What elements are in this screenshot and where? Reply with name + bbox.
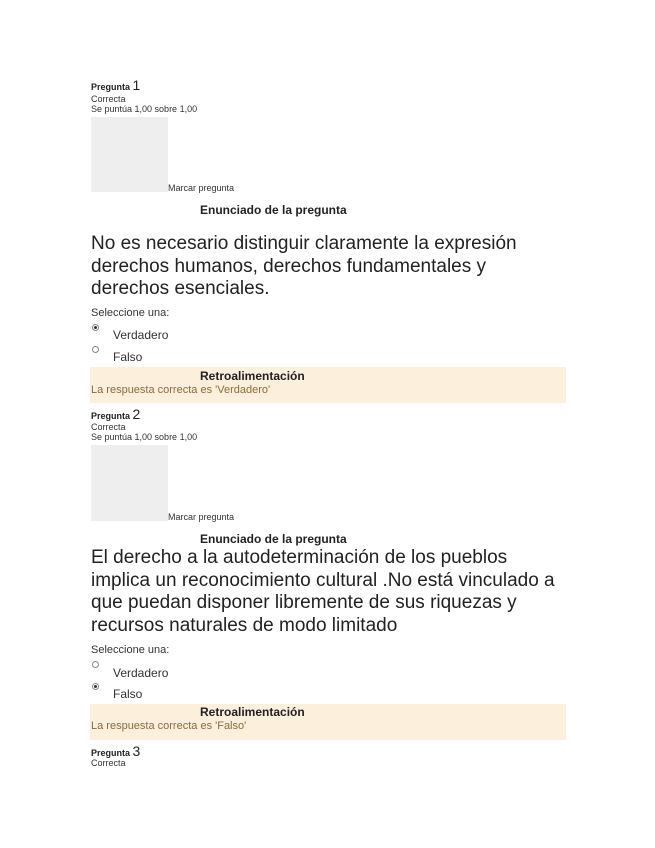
question-2-option-false-radio[interactable] [92,683,99,690]
question-1-feedback-heading: Retroalimentación [200,369,305,383]
question-1-info-box [91,117,168,192]
question-2-feedback-panel [90,704,566,740]
question-2-text-line: El derecho a la autodeterminación de los pueblos [91,547,508,568]
question-1-feedback-panel [90,367,566,403]
question-2-option-true-radio[interactable] [92,661,99,668]
question-1-feedback-text: La respuesta correcta es 'Verdadero' [91,384,271,396]
question-1-option-true-label[interactable]: Verdadero [113,328,169,342]
question-1-text-line: No es necesario distinguir claramente la expresión [91,233,517,254]
question-1-score: Se puntúa 1,00 sobre 1,00 [91,104,198,114]
question-2-text-line: recursos naturales de modo limitado [91,614,398,636]
question-2-option-true-label[interactable]: Verdadero [113,666,169,680]
question-2-status: Correcta [91,422,126,432]
question-2-feedback-text: La respuesta correcta es 'Falso' [91,720,247,732]
question-1-status: Correcta [91,94,126,104]
question-1-statement-heading: Enunciado de la pregunta [200,203,347,217]
question-2-score: Se puntúa 1,00 sobre 1,00 [91,432,198,442]
question-3-status: Correcta [91,758,126,768]
question-2-select-prompt: Seleccione una: [91,644,170,656]
question-2-text-line: implica un reconocimiento cultural .No está vinculado a [91,569,555,591]
question-1-text-line: derechos humanos, derechos fundamentales y [91,255,487,277]
question-1-flag-link[interactable]: Marcar pregunta [168,183,235,193]
question-1-option-true-radio[interactable] [92,324,99,331]
question-2-heading: Pregunta 2 [91,406,141,422]
question-1-option-false-label[interactable]: Falso [113,350,143,364]
question-1-heading: Pregunta 1 [91,77,141,93]
question-1-text [91,233,561,301]
question-2-flag-link[interactable]: Marcar pregunta [168,512,235,522]
question-2-option-false-label[interactable]: Falso [113,687,143,701]
question-2-text-line: que puedan disponer libremente de sus riquezas y [91,592,517,613]
question-1-option-false-radio[interactable] [92,346,99,353]
question-3-heading: Pregunta 3 [91,743,141,759]
question-2-feedback-heading: Retroalimentación [200,705,305,719]
question-2-statement-heading: Enunciado de la pregunta [200,532,347,546]
question-1-select-prompt: Seleccione una: [91,307,170,319]
question-1-text-line: derechos esenciales. [91,278,270,299]
question-2-info-box [91,445,168,521]
question-2-text [91,547,611,637]
